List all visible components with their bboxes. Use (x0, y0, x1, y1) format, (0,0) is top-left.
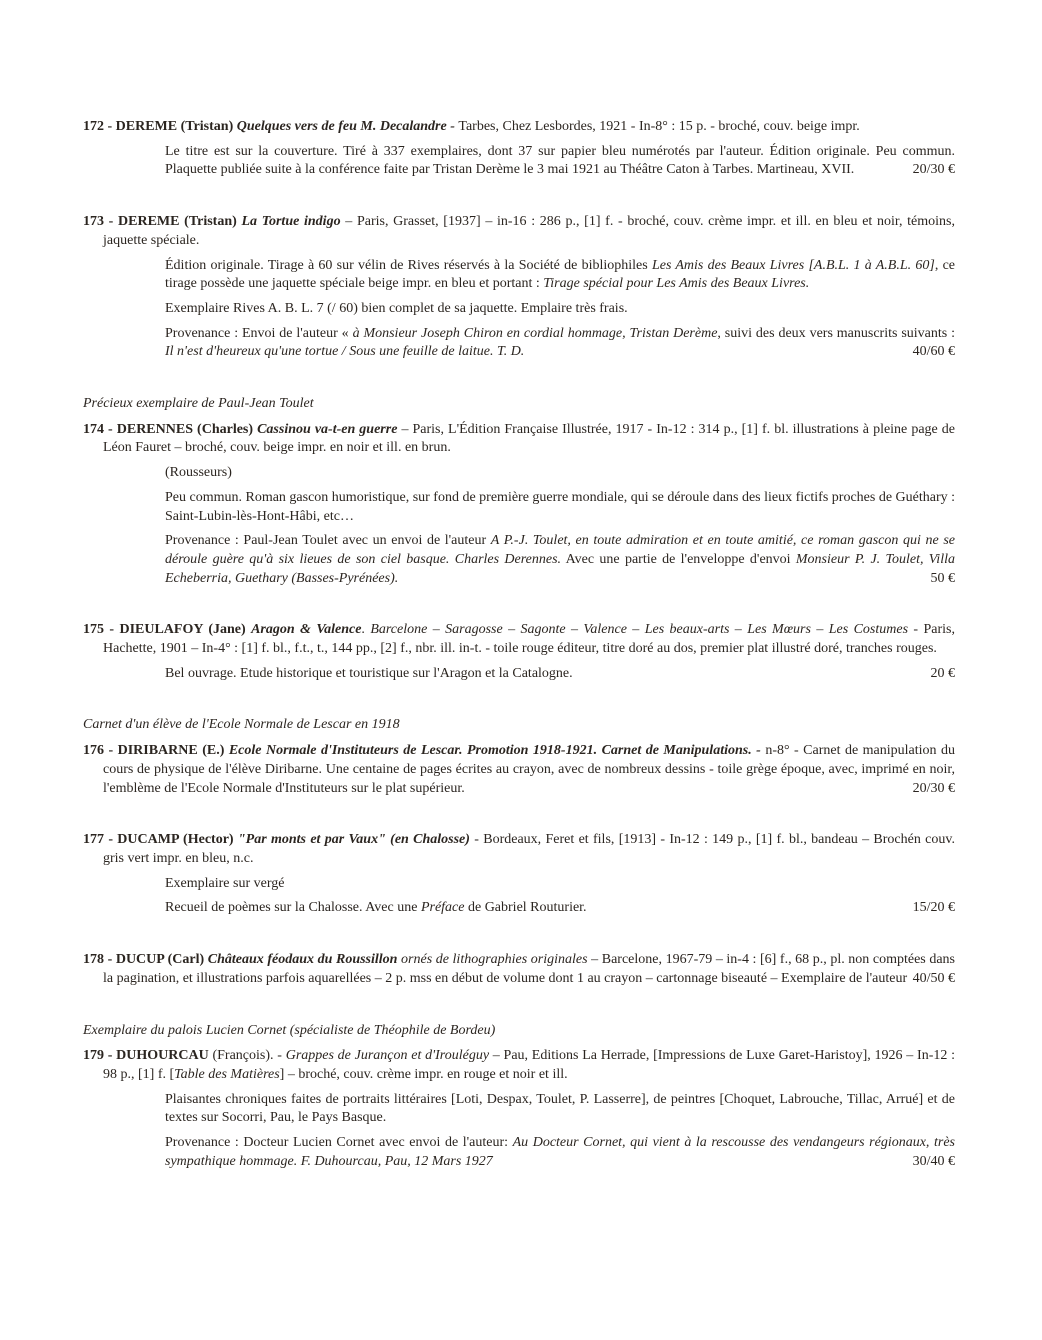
text-run: Provenance : Paul-Jean Toulet avec un envoi de l'auteur (165, 533, 491, 549)
lot-179 (83, 1047, 955, 1171)
text-run: 179 - DUHOURCAU (83, 1048, 213, 1064)
text-run: Bel ouvrage. Etude historique et touristique sur l'Aragon et la Catalogne. (165, 665, 573, 681)
section-note: Carnet d'un élève de l'Ecole Normale de Lescar en 1918 (83, 717, 400, 733)
lot-173 (83, 213, 955, 362)
text-run: Provenance : Docteur Lucien Cornet avec envoi de l'auteur: (165, 1135, 513, 1151)
lot-175 (83, 621, 955, 683)
text-run: Édition originale. Tirage à 60 sur vélin de Rives réservés à la Société de bibliophiles (165, 257, 652, 273)
text-run: , ce tirage possède une jaquette spéciale beige impr. en bleu et portant : (165, 257, 955, 292)
text-run: 173 - DEREME (Tristan) (83, 214, 242, 230)
text-run: "Par monts et par Vaux" (en Chalosse) (237, 832, 475, 848)
text-run: 177 - DUCAMP (Hector) (83, 832, 238, 848)
text-run: Provenance : Envoi de l'auteur « (165, 325, 353, 341)
text-run: A P.-J. Toulet, en toute admiration et en toute amitié, ce roman gascon qui ne se déroule guère qu'à six lieues de son ciel basque. Charles Derennes. (165, 533, 955, 567)
lot-paragraph (165, 532, 955, 588)
lot-price: 20/30 € (912, 162, 955, 178)
text-run: Les Amis des Beaux Livres (651, 257, 805, 273)
text-run: Le titre est sur la couverture. Tiré à 337 exemplaires, dont 37 sur papier bleu numérotés par l'auteur. Édition originale. Peu commun. Plaquette publiée suite à la conférence faite par Tristan Derème le 3 mai 1921 au Théâtre Caton à Tarbes. Martineau, XVII. (165, 143, 955, 178)
lot-172 (83, 118, 955, 180)
section-note: Exemplaire du palois Lucien Cornet (spécialiste de Théophile de Bordeu) (83, 1022, 496, 1038)
lot-price: 40/60 € (912, 344, 955, 360)
text-run: – Paris, Grasset, [1937] – in-16 : 286 p., [1] f. - broché, couv. crème impr. et ill. en bleu et noir, témoins, jaquette spéciale. (103, 214, 955, 248)
text-run: Cassinou va-t-en guerre (257, 421, 402, 437)
text-run: Ecole Normale d'Instituteurs de Lescar. Promotion 1918-1921. Carnet de Manipulations. - (228, 743, 766, 759)
text-run: Tirage spécial pour Les Amis des Beaux Livres. (543, 276, 810, 292)
text-run: Monsieur P. J. Toulet, Villa Echeberria, Guethary (Basses-Pyrénées). (165, 551, 955, 586)
text-run: Barcelone – Saragosse – Sagonte – Valence – Les beaux-arts – Les Mœurs – Les Costumes (370, 622, 909, 638)
lot-heading (83, 1047, 955, 1084)
text-run: Aragon & Valence (251, 622, 362, 638)
lot-paragraph (165, 1134, 955, 1171)
text-run: Préface (420, 900, 465, 916)
lot-paragraph (165, 489, 955, 526)
text-run: 172 - DEREME (Tristan) (83, 119, 237, 134)
lot-price: 30/40 € (912, 1153, 955, 1169)
text-run: 174 - DERENNES (Charles) (83, 421, 258, 437)
lot-heading (83, 951, 955, 988)
lot-paragraph (165, 325, 955, 362)
text-run: Peu commun. Roman gascon humoristique, sur fond de première guerre mondiale, qui se déroule dans des lieux fictifs proches de Guéthary : Saint-Lubin-lès-Hont-Hâbi, etc… (165, 489, 956, 524)
lot-heading (83, 831, 955, 868)
lot-paragraph (165, 665, 955, 684)
text-run: [A.B.L. 1 à A.B.L. 60] (808, 257, 935, 273)
text-run: La Tortue indigo (241, 214, 346, 230)
text-run: (Rousseurs) (165, 465, 232, 481)
lot-paragraph (165, 1091, 955, 1128)
text-run: n-8° - Carnet de manipulation du cours de physique de l'élève Diribarne. Une centaine de pages écrites au crayon, avec de nombreux dessins - toile grège époque, avec, imprimé en noir, l'emblème de l'Ecole Normale d'Instituteurs sur le plat supérieur. (103, 743, 955, 796)
text-run: Exemplaire Rives A. B. L. 7 (/ 60) bien complet de sa jaquette. Emplaire très frais. (165, 300, 628, 316)
lot-heading (83, 213, 955, 250)
lot-price: 20 € (930, 665, 955, 681)
lot-heading (83, 742, 955, 798)
section-note: Précieux exemplaire de Paul-Jean Toulet (83, 396, 314, 412)
text-run: , suivi des deux vers manuscrits suivants : (717, 325, 955, 341)
text-run: Quelques vers de feu M. Decalandre - (236, 119, 459, 134)
text-run: Châteaux féodaux du Roussillon (207, 952, 402, 968)
text-run: ] – broché, couv. crème impr. en rouge et noir et ill. (279, 1066, 568, 1082)
text-run: - Bordeaux, Feret et fils, [1913] - In-12 : 149 p., [1] f. bl., bandeau – Brochén couv. gris vert impr. en bleu, n.c. (103, 832, 955, 866)
text-run: Avec une partie de l'enveloppe d'envoi (561, 551, 796, 567)
lot-paragraph (165, 875, 955, 894)
lot-heading (83, 621, 955, 658)
text-run: 176 - DIRIBARNE (E.) (83, 743, 229, 759)
text-run: 178 - DUCUP (Carl) (83, 952, 208, 968)
lot-176 (83, 742, 955, 798)
lot-paragraph (165, 464, 955, 483)
text-run: - Paris, Hachette, 1901 – In-4° : [1] f. bl., f.t., t., 144 pp., [2] f., nbr. ill. in-t. - toile rouge éditeur, titre doré au dos, premier plat illustré doré, tranches rouges. (103, 622, 955, 657)
text-run: Plaisantes chroniques faites de portraits littéraires [Loti, Despax, Toulet, P. Lasserre], de peintres [Choquet, Labrouche, Tillac, Arrué] et de textes sur Socorri, Pau, le Pays Basque. (165, 1091, 955, 1126)
lot-paragraph (165, 143, 955, 180)
lot-177 (83, 831, 955, 918)
text-run: Recueil de poèmes sur la Chalosse. Avec une (165, 900, 421, 916)
lot-price: 15/20 € (912, 900, 955, 916)
text-run: de Gabriel Routurier. (464, 900, 587, 916)
text-run: – Pau, Editions La Herrade, [Impressions de Luxe Garet-Haristoy], 1926 – In-12 : 98 p., [1] f. [ (103, 1048, 956, 1082)
lot-174 (83, 421, 955, 589)
text-run: . (361, 622, 371, 638)
text-run: Il n'est d'heureux qu'une tortue / Sous une feuille de laitue. T. D. (165, 344, 525, 360)
text-run: (François). - (212, 1048, 286, 1064)
lot-price: 50 € (930, 570, 955, 586)
lot-paragraph (165, 899, 955, 918)
lot-178 (83, 951, 955, 988)
lot-paragraph (165, 257, 955, 294)
text-run: – Paris, L'Édition Française Illustrée, 1917 - In-12 : 314 p., [1] f. bl. illustrations à pleine page de Léon Fauret – broché, couv. beige impr. en noir et ill. en brun. (103, 421, 956, 456)
text-run: – Barcelone, 1967-79 – in-4 : [6] f., 68 p., pl. non comptées dans la pagination, et illustrations parfois aquarellées – 2 p. mss en début de volume dont 1 au crayon – cartonnage biseauté – Exemplaire de l'auteur (103, 952, 956, 986)
lot-heading (83, 118, 955, 137)
lot-price: 40/50 € (912, 970, 955, 986)
text-run: Tarbes, Chez Lesbordes, 1921 - In-8° : 15 p. - broché, couv. beige impr. (458, 119, 860, 134)
text-run: Exemplaire sur vergé (165, 875, 285, 891)
text-run: 175 - DIEULAFOY (Jane) (83, 622, 252, 638)
text-run: Grappes de Jurançon et d'Irouléguy (285, 1048, 493, 1064)
lot-paragraph (165, 300, 955, 319)
lot-heading (83, 421, 955, 458)
text-run: ornés de lithographies originales (401, 952, 592, 968)
lot-price: 20/30 € (912, 780, 955, 796)
text-run: Au Docteur Cornet, qui vient à la rescousse des vendangeurs régionaux, très sympathique hommage. F. Duhourcau, Pau, 12 Mars 1927 (165, 1135, 956, 1169)
text-run: Table des Matières (174, 1066, 280, 1082)
text-run: à Monsieur Joseph Chiron en cordial hommage, Tristan Derème (352, 325, 718, 341)
